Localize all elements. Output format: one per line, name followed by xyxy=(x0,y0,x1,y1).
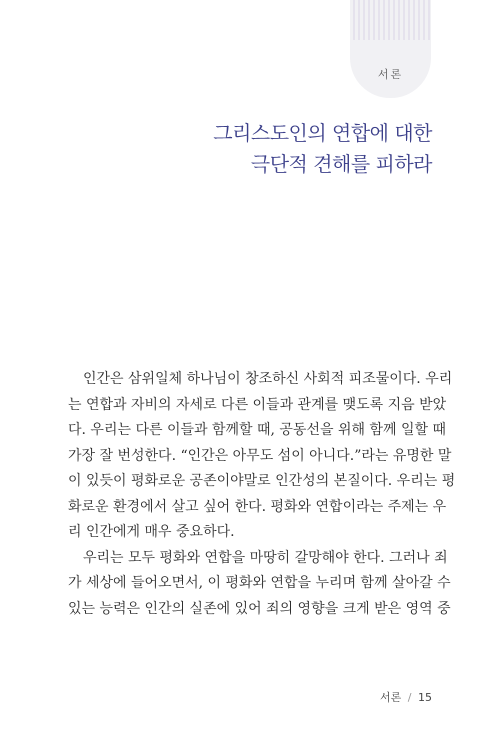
text-line: 우리는 모두 평화와 연합을 마땅히 갈망해야 한다. 그러나 죄 xyxy=(83,549,448,566)
section-tab-label: 서론 xyxy=(377,68,404,81)
text-line: 는 연합과 자비의 자세로 다른 이들과 관계를 맺도록 지음 받았 xyxy=(68,396,447,413)
chapter-title xyxy=(213,118,432,180)
paragraph-1 xyxy=(68,367,456,546)
text-line: 다. 우리는 다른 이들과 함께할 때, 공동선을 위해 함께 일할 때 xyxy=(68,422,446,438)
text-line: 리 인간에게 매우 중요하다. xyxy=(68,524,235,540)
footer-section: 서론 xyxy=(380,691,402,704)
body-text xyxy=(68,367,456,622)
section-tab xyxy=(350,0,431,98)
chapter-title-line: 극단적 견해를 피하라 xyxy=(250,152,432,176)
text-line: 화로운 환경에서 살고 싶어 한다. 평화와 연합이라는 주제는 우 xyxy=(68,498,447,515)
paragraph-2 xyxy=(68,546,451,623)
text-line: 가 세상에 들어오면서, 이 평화와 연합을 누리며 함께 살아갈 수 xyxy=(68,575,451,591)
footer-separator: / xyxy=(407,691,412,704)
text-line: 있는 능력은 인간의 실존에 있어 죄의 영향을 크게 받은 영역 중 xyxy=(68,600,451,617)
text-line: 이 있듯이 평화로운 공존이야말로 인간성의 본질이다. 우리는 평 xyxy=(68,473,456,489)
text-line: 인간은 삼위일체 하나님이 창조하신 사회적 피조물이다. 우리 xyxy=(83,371,453,387)
page-number: 15 xyxy=(418,691,432,704)
page-footer xyxy=(380,689,432,705)
chapter-title-line: 그리스도인의 연합에 대한 xyxy=(213,121,432,145)
text-line: 가장 잘 번성한다. “인간은 아무도 섬이 아니다.”라는 유명한 말 xyxy=(68,447,452,464)
tab-decoration xyxy=(350,0,431,40)
